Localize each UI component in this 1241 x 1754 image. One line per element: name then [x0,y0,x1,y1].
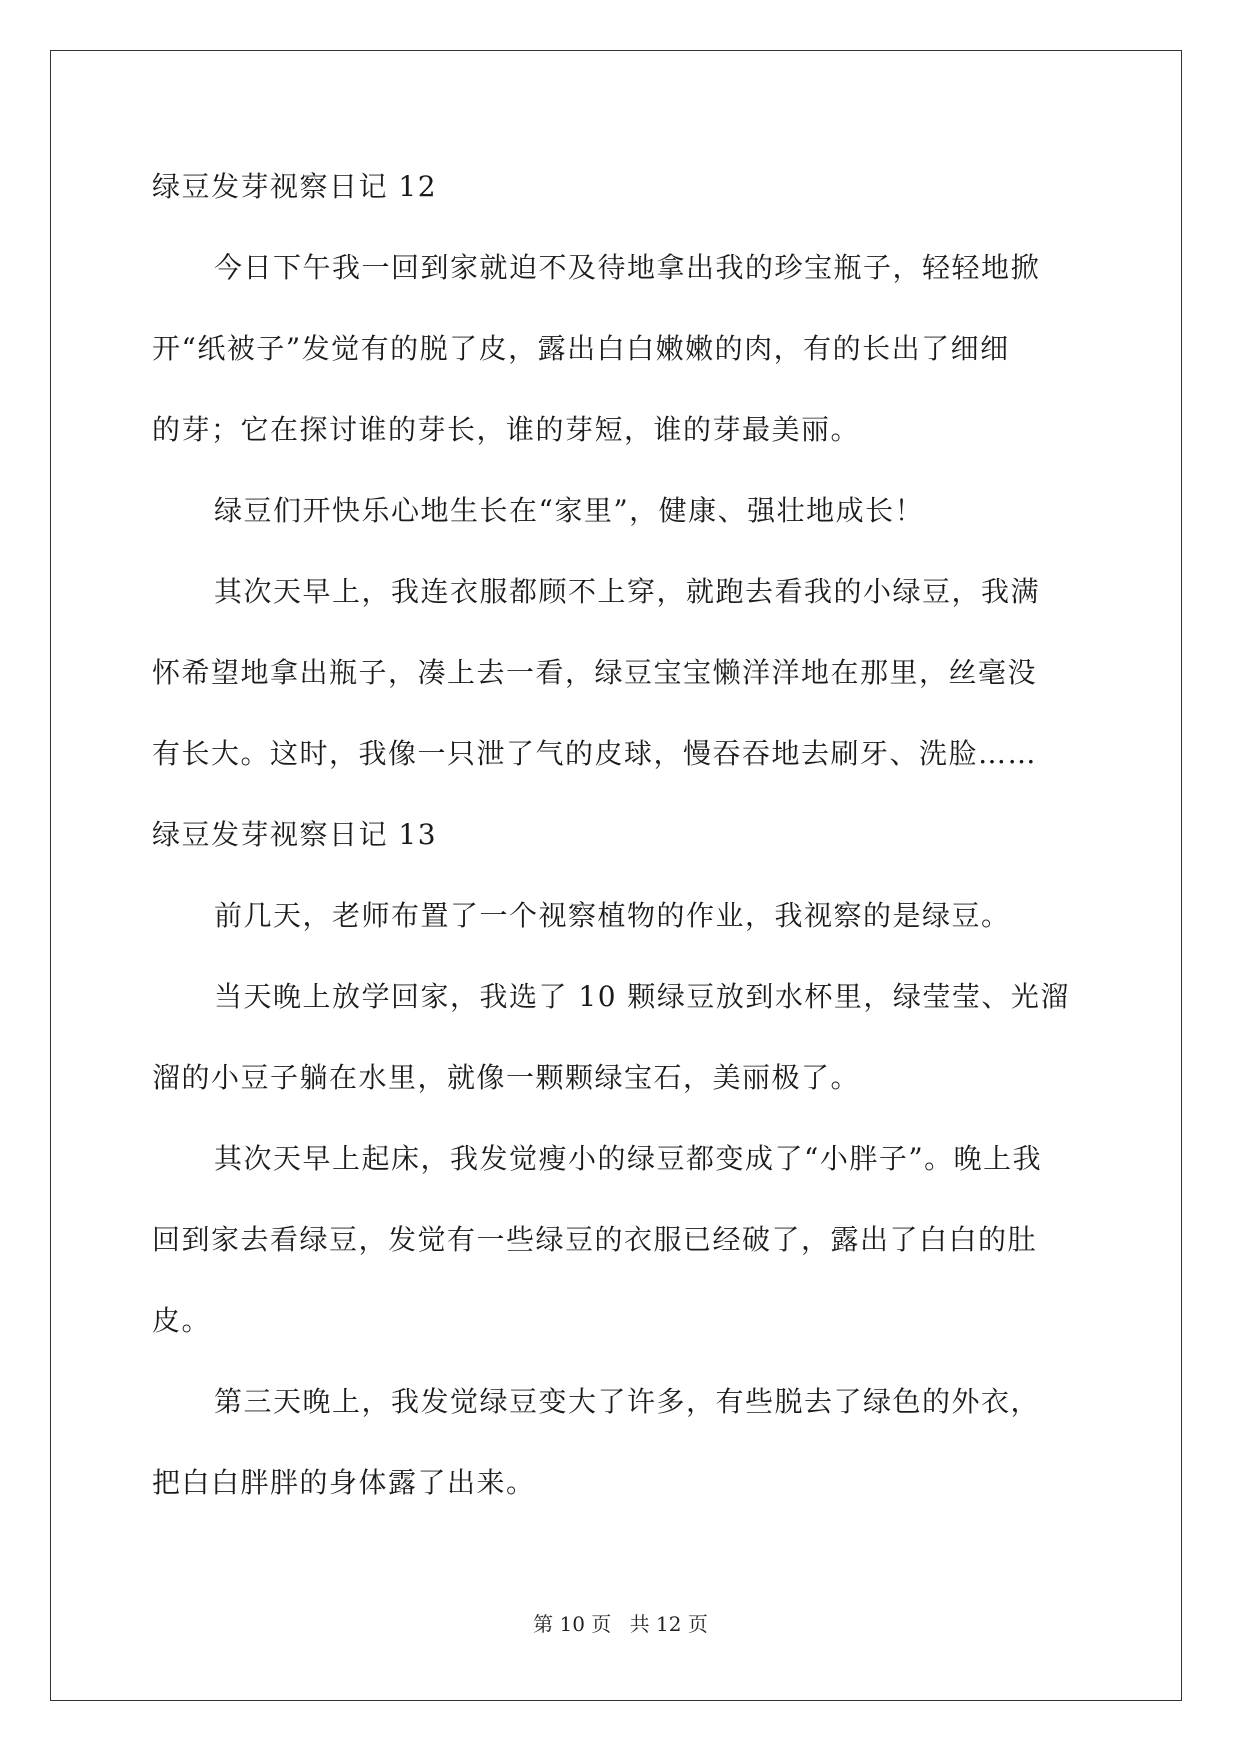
paragraph-line: 皮。 [152,1304,212,1337]
paragraph-line: 的芽；它在探讨谁的芽长，谁的芽短，谁的芽最美丽。 [152,413,861,446]
document-body [152,160,1087,1537]
paragraph-line: 溜的小豆子躺在水里，就像一颗颗绿宝石，美丽极了。 [152,1061,861,1094]
paragraph-line: 绿豆们开快乐心地生长在“家里”，健康、强壮地成长！ [214,494,925,527]
paragraph-line: 开“纸被子”发觉有的脱了皮，露出白白嫩嫩的肉，有的长出了细细 [152,332,1010,365]
page-number: 第 10 页 [533,1612,612,1636]
paragraph-line: 当天晚上放学回家，我选了 10 颗绿豆放到水杯里，绿莹莹、光溜 [214,980,1070,1013]
section-title: 绿豆发芽视察日记 12 [152,170,438,203]
paragraph-line: 今日下午我一回到家就迫不及待地拿出我的珍宝瓶子，轻轻地掀 [214,251,1041,284]
paragraph-line: 把白白胖胖的身体露了出来。 [152,1466,536,1499]
paragraph-line: 前几天，老师布置了一个视察植物的作业，我视察的是绿豆。 [214,899,1011,932]
paragraph-line: 回到家去看绿豆，发觉有一些绿豆的衣服已经破了，露出了白白的肚 [152,1223,1038,1256]
paragraph-line: 其次天早上，我连衣服都顾不上穿，就跑去看我的小绿豆，我满 [214,575,1041,608]
page-footer [0,1612,1241,1636]
paragraph-line: 怀希望地拿出瓶子，凑上去一看，绿豆宝宝懒洋洋地在那里，丝毫没 [152,656,1038,689]
paragraph-line: 有长大。这时，我像一只泄了气的皮球，慢吞吞地去刷牙、洗脸…… [152,737,1038,770]
paragraph-line: 第三天晚上，我发觉绿豆变大了许多，有些脱去了绿色的外衣， [214,1385,1041,1418]
page-total: 共 12 页 [629,1612,708,1636]
paragraph-line: 其次天早上起床，我发觉瘦小的绿豆都变成了“小胖子”。晚上我 [214,1142,1043,1175]
section-title: 绿豆发芽视察日记 13 [152,818,438,851]
